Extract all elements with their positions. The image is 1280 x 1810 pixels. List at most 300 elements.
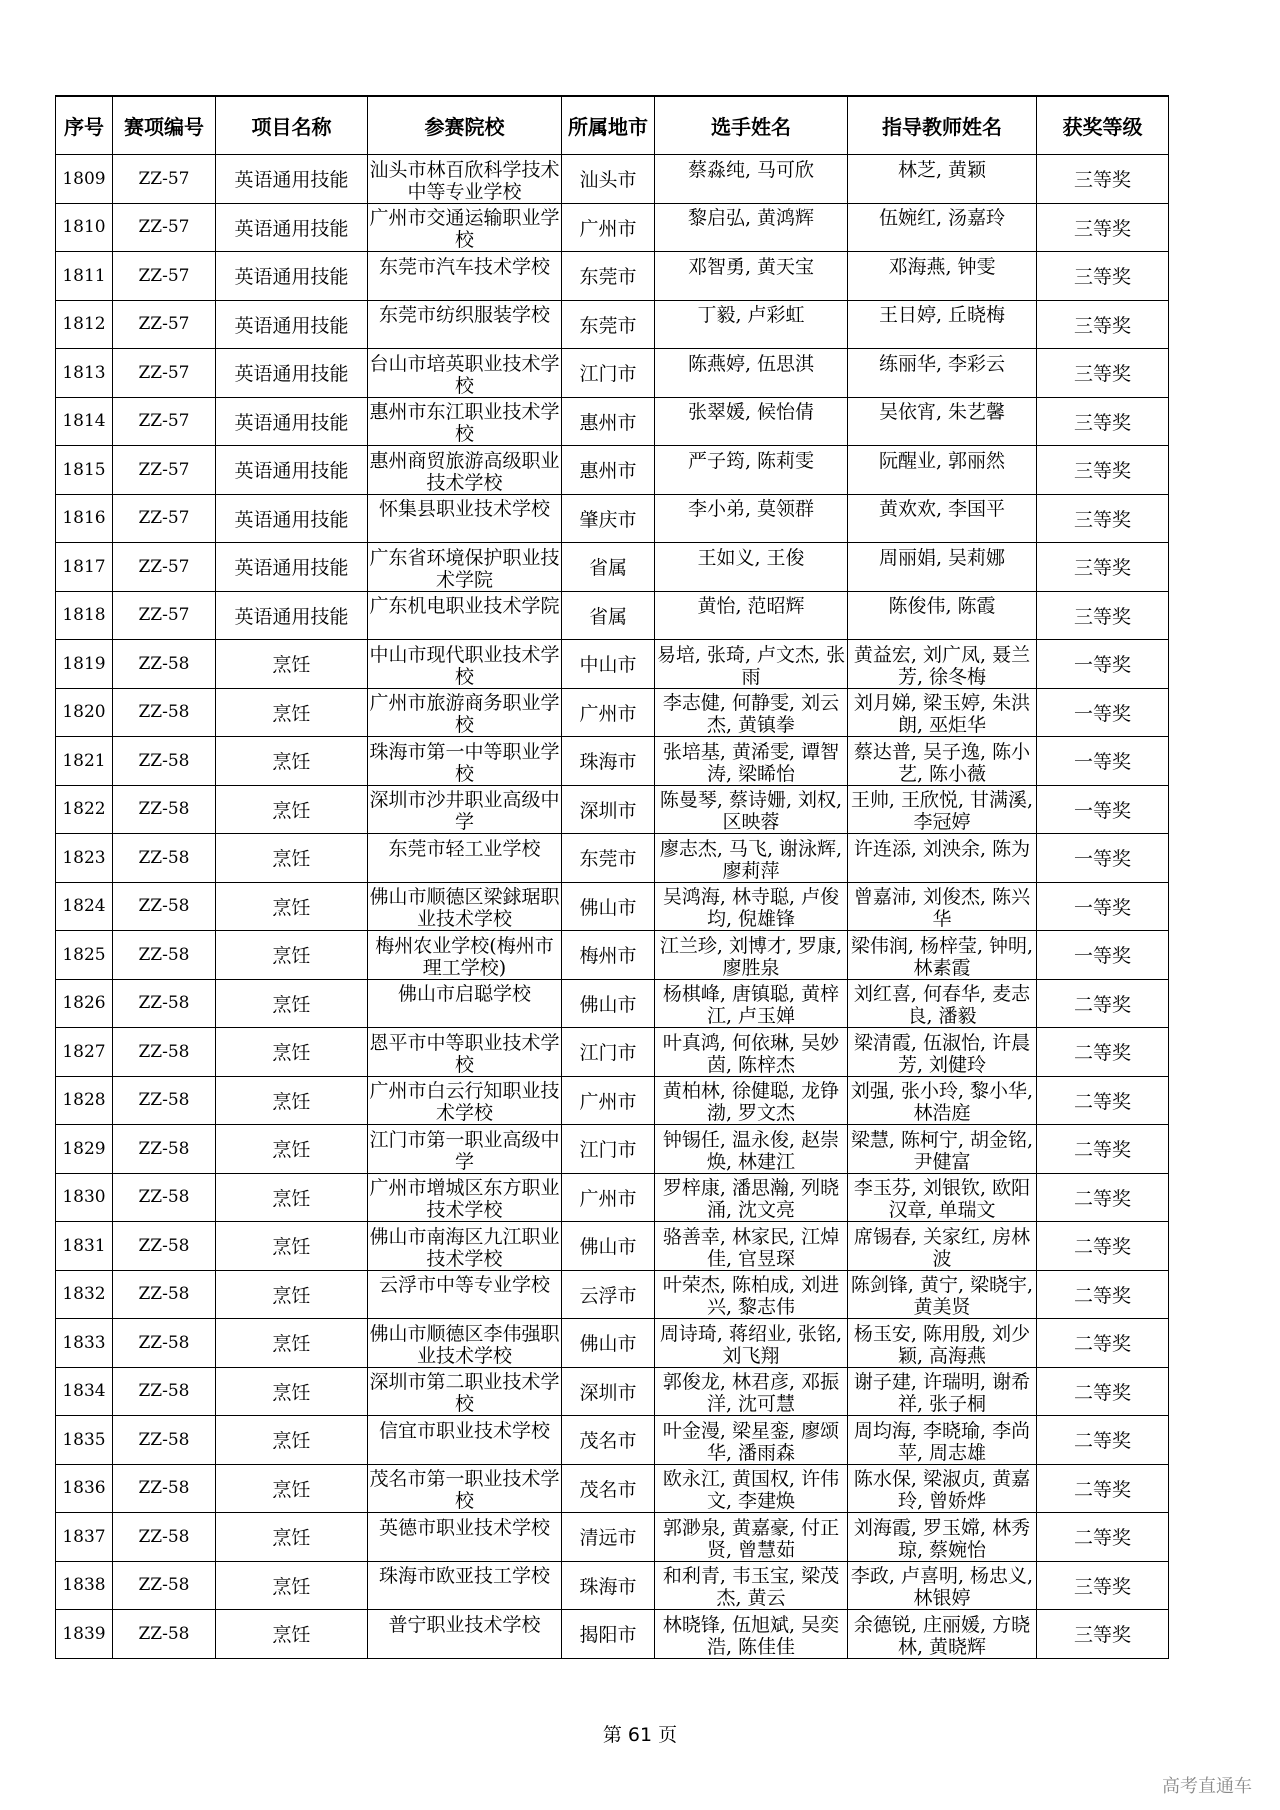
school-cell-text: 深圳市沙井职业高级中学 [369, 789, 560, 833]
teachers-cell-text: 李政, 卢喜明, 杨忠义, 林银婷 [850, 1565, 1034, 1609]
project-cell-text: 烹饪 [272, 848, 311, 871]
code-cell [113, 785, 216, 834]
seq-cell [56, 1076, 113, 1125]
students-cell [655, 1513, 848, 1562]
teachers-cell-text: 邓海燕, 钟雯 [888, 255, 996, 278]
award-cell-text: 一等奖 [1073, 702, 1131, 725]
code-cell [113, 1367, 216, 1416]
code-cell [113, 1513, 216, 1562]
code-cell [113, 1561, 216, 1610]
city-cell-text: 珠海市 [579, 751, 637, 774]
school-cell [368, 1173, 562, 1222]
teachers-cell-text: 刘强, 张小玲, 黎小华, 林浩庭 [850, 1080, 1034, 1124]
code-cell-text: ZZ-58 [138, 1381, 190, 1402]
project-cell-text: 烹饪 [272, 751, 311, 774]
table-row [56, 1125, 1169, 1174]
teachers-cell-text: 曾嘉沛, 刘俊杰, 陈兴华 [853, 886, 1031, 930]
seq-cell-text: 1814 [62, 411, 106, 432]
teachers-cell [848, 155, 1037, 204]
seq-cell-text: 1810 [62, 217, 106, 238]
seq-cell [56, 1125, 113, 1174]
code-cell-text: ZZ-58 [138, 750, 190, 771]
table-row [56, 591, 1169, 640]
city-cell [562, 446, 655, 495]
city-cell-text: 佛山市 [579, 1333, 637, 1356]
students-cell-text: 丁毅, 卢彩虹 [697, 304, 805, 327]
code-cell-text: ZZ-57 [138, 217, 190, 238]
teachers-cell-text: 席锡春, 关家红, 房林波 [853, 1225, 1031, 1269]
teachers-cell [848, 494, 1037, 543]
teachers-cell [848, 1610, 1037, 1659]
city-cell-text: 茂名市 [579, 1478, 637, 1501]
award-cell [1037, 931, 1169, 980]
seq-cell-text: 1830 [62, 1187, 106, 1208]
city-cell [562, 1610, 655, 1659]
code-cell [113, 1319, 216, 1368]
school-cell [368, 300, 562, 349]
teachers-cell-text: 梁伟润, 杨梓莹, 钟明, 林素霞 [850, 934, 1034, 978]
award-cell [1037, 1464, 1169, 1513]
teachers-cell [848, 543, 1037, 592]
code-cell [113, 155, 216, 204]
project-cell-text: 烹饪 [272, 1381, 311, 1404]
teachers-cell-text: 余德锐, 庄丽媛, 方晓林, 黄晓辉 [853, 1613, 1031, 1657]
city-cell-text: 广州市 [579, 1090, 637, 1113]
students-cell-text: 叶金漫, 梁星銮, 廖颂华, 潘雨森 [662, 1419, 840, 1463]
teachers-cell [848, 252, 1037, 301]
seq-cell-text: 1809 [62, 168, 106, 189]
teachers-cell [848, 203, 1037, 252]
code-cell [113, 640, 216, 689]
teachers-cell-text: 周均海, 李晓瑜, 李尚苹, 周志雄 [853, 1419, 1031, 1463]
seq-cell [56, 1464, 113, 1513]
code-cell [113, 1125, 216, 1174]
code-cell-text: ZZ-58 [138, 1332, 190, 1353]
teachers-cell [848, 1513, 1037, 1562]
seq-cell [56, 882, 113, 931]
school-cell [368, 785, 562, 834]
school-cell [368, 494, 562, 543]
seq-cell-text: 1812 [62, 314, 106, 335]
project-cell [216, 252, 368, 301]
school-cell-text: 汕头市林百欣科学技术中等专业学校 [369, 158, 560, 202]
city-cell [562, 1173, 655, 1222]
city-cell [562, 1125, 655, 1174]
table-row [56, 640, 1169, 689]
teachers-cell-text: 陈俊伟, 陈霞 [888, 595, 996, 618]
city-cell-text: 深圳市 [579, 1381, 637, 1404]
teachers-cell [848, 397, 1037, 446]
school-cell-text: 台山市培英职业技术学校 [369, 352, 560, 396]
students-cell [655, 1076, 848, 1125]
seq-cell [56, 979, 113, 1028]
students-cell [655, 300, 848, 349]
seq-cell-text: 1825 [62, 944, 106, 965]
city-cell-text: 梅州市 [579, 945, 637, 968]
school-cell [368, 591, 562, 640]
teachers-cell-text: 梁清霞, 伍淑怡, 许晨芳, 刘健玲 [853, 1031, 1031, 1075]
students-cell [655, 1367, 848, 1416]
col-students-header: 选手姓名 [655, 96, 848, 155]
award-cell [1037, 979, 1169, 1028]
seq-cell [56, 591, 113, 640]
city-cell-text: 惠州市 [579, 411, 637, 434]
city-cell-text: 江门市 [579, 1042, 637, 1065]
award-cell-text: 三等奖 [1073, 557, 1131, 580]
award-cell [1037, 1270, 1169, 1319]
students-cell-text: 李小弟, 莫领群 [687, 498, 815, 521]
award-cell [1037, 591, 1169, 640]
city-cell-text: 佛山市 [579, 896, 637, 919]
teachers-cell-text: 练丽华, 李彩云 [878, 352, 1006, 375]
students-cell-text: 王如义, 王俊 [697, 546, 805, 569]
table-row [56, 1367, 1169, 1416]
project-cell-text: 烹饪 [272, 945, 311, 968]
seq-cell [56, 1222, 113, 1271]
table-row [56, 979, 1169, 1028]
project-cell [216, 834, 368, 883]
students-cell [655, 1464, 848, 1513]
teachers-cell-text: 陈剑锋, 黄宁, 梁晓宇, 黄美贤 [850, 1274, 1034, 1318]
table-row [56, 1416, 1169, 1465]
seq-cell-text: 1831 [62, 1235, 106, 1256]
col-code-header: 赛项编号 [113, 96, 216, 155]
seq-cell-text: 1838 [62, 1575, 106, 1596]
project-cell-text: 英语通用技能 [234, 363, 349, 386]
seq-cell [56, 688, 113, 737]
col-project-header: 项目名称 [216, 96, 368, 155]
project-cell-text: 烹饪 [272, 993, 311, 1016]
city-cell-text: 云浮市 [579, 1284, 637, 1307]
students-cell [655, 1319, 848, 1368]
project-cell [216, 1222, 368, 1271]
seq-cell [56, 543, 113, 592]
teachers-cell-text: 蔡达普, 吴子逸, 陈小艺, 陈小薇 [853, 740, 1031, 784]
students-cell [655, 155, 848, 204]
students-cell-text: 陈燕婷, 伍思淇 [687, 352, 815, 375]
code-cell [113, 1270, 216, 1319]
city-cell [562, 1561, 655, 1610]
teachers-cell [848, 1222, 1037, 1271]
table-row [56, 1319, 1169, 1368]
teachers-cell [848, 882, 1037, 931]
teachers-cell [848, 834, 1037, 883]
code-cell [113, 349, 216, 398]
school-cell [368, 834, 562, 883]
students-cell-text: 张培基, 黄浠雯, 谭智涛, 梁睎怡 [662, 740, 840, 784]
city-cell-text: 广州市 [579, 702, 637, 725]
code-cell-text: ZZ-58 [138, 1235, 190, 1256]
school-cell-text: 深圳市第二职业技术学校 [369, 1371, 560, 1415]
school-cell [368, 1610, 562, 1659]
seq-cell-text: 1829 [62, 1138, 106, 1159]
seq-cell [56, 1173, 113, 1222]
award-cell [1037, 1028, 1169, 1077]
code-cell [113, 494, 216, 543]
seq-cell-text: 1834 [62, 1381, 106, 1402]
award-cell-text: 一等奖 [1073, 945, 1131, 968]
teachers-cell [848, 1173, 1037, 1222]
page-number: 第 61 页 [602, 1724, 678, 1746]
project-cell-text: 烹饪 [272, 1527, 311, 1550]
code-cell-text: ZZ-57 [138, 459, 190, 480]
project-cell-text: 烹饪 [272, 702, 311, 725]
table-row [56, 688, 1169, 737]
seq-cell [56, 349, 113, 398]
city-cell-text: 省属 [588, 605, 627, 628]
school-cell [368, 1464, 562, 1513]
code-cell [113, 737, 216, 786]
seq-cell [56, 640, 113, 689]
school-cell-text: 普宁职业技术学校 [388, 1613, 541, 1636]
students-cell [655, 979, 848, 1028]
col-award-header: 获奖等级 [1037, 96, 1169, 155]
award-cell [1037, 203, 1169, 252]
watermark-text: 高考直通车 [1162, 1776, 1252, 1797]
seq-cell [56, 931, 113, 980]
teachers-cell-text: 王帅, 王欣悦, 甘满溪, 李冠婷 [850, 789, 1034, 833]
seq-cell-text: 1832 [62, 1284, 106, 1305]
school-cell-text: 江门市第一职业高级中学 [369, 1128, 560, 1172]
seq-cell [56, 1513, 113, 1562]
students-cell [655, 252, 848, 301]
students-cell [655, 494, 848, 543]
school-cell [368, 203, 562, 252]
school-cell-text: 梅州农业学校(梅州市理工学校) [375, 934, 554, 978]
teachers-cell-text: 刘月娣, 梁玉婷, 朱洪朗, 巫炬华 [853, 692, 1031, 736]
project-cell [216, 1513, 368, 1562]
students-cell [655, 349, 848, 398]
award-cell [1037, 1222, 1169, 1271]
teachers-cell-text: 刘海霞, 罗玉嫦, 林秀琼, 蔡婉怡 [853, 1516, 1031, 1560]
students-cell-text: 罗梓康, 潘思瀚, 列晓涌, 沈文亮 [662, 1177, 840, 1221]
award-cell [1037, 1416, 1169, 1465]
code-cell-text: ZZ-58 [138, 1526, 190, 1547]
school-cell-text: 广东机电职业技术学院 [369, 595, 560, 618]
city-cell-text: 茂名市 [579, 1430, 637, 1453]
teachers-cell [848, 1076, 1037, 1125]
code-cell [113, 1076, 216, 1125]
students-cell [655, 1173, 848, 1222]
project-cell-text: 英语通用技能 [234, 460, 349, 483]
table-row [56, 446, 1169, 495]
students-cell-text: 江兰珍, 刘博才, 罗康, 廖胜泉 [659, 934, 843, 978]
city-cell [562, 1222, 655, 1271]
school-cell [368, 1028, 562, 1077]
code-cell [113, 882, 216, 931]
award-cell-text: 三等奖 [1073, 363, 1131, 386]
city-cell [562, 931, 655, 980]
seq-cell-text: 1819 [62, 653, 106, 674]
teachers-cell [848, 931, 1037, 980]
students-cell-text: 李志健, 何静雯, 刘云杰, 黄镇拳 [662, 692, 840, 736]
city-cell [562, 1513, 655, 1562]
seq-cell-text: 1827 [62, 1041, 106, 1062]
award-cell-text: 二等奖 [1073, 1478, 1131, 1501]
col-teachers-header: 指导教师姓名 [848, 96, 1037, 155]
table-row [56, 543, 1169, 592]
award-cell-text: 三等奖 [1073, 411, 1131, 434]
school-cell-text: 云浮市中等专业学校 [378, 1274, 550, 1297]
school-cell [368, 543, 562, 592]
project-cell-text: 烹饪 [272, 1090, 311, 1113]
school-cell-text: 广东省环境保护职业技术学院 [369, 546, 560, 590]
students-cell-text: 邓智勇, 黄天宝 [687, 255, 815, 278]
code-cell-text: ZZ-58 [138, 993, 190, 1014]
students-cell-text: 廖志杰, 马飞, 谢泳辉, 廖莉萍 [659, 837, 843, 881]
project-cell [216, 1028, 368, 1077]
award-cell-text: 二等奖 [1073, 1430, 1131, 1453]
code-cell-text: ZZ-57 [138, 556, 190, 577]
code-cell-text: ZZ-57 [138, 265, 190, 286]
seq-cell-text: 1817 [62, 556, 106, 577]
students-cell [655, 1610, 848, 1659]
project-cell [216, 785, 368, 834]
students-cell-text: 林晓锋, 伍旭斌, 吴奕浩, 陈佳佳 [662, 1613, 840, 1657]
city-cell [562, 1416, 655, 1465]
students-cell [655, 591, 848, 640]
table-row [56, 203, 1169, 252]
project-cell-text: 烹饪 [272, 896, 311, 919]
seq-cell [56, 1270, 113, 1319]
students-cell [655, 397, 848, 446]
students-cell [655, 688, 848, 737]
code-cell-text: ZZ-58 [138, 1575, 190, 1596]
seq-cell [56, 1416, 113, 1465]
award-cell [1037, 834, 1169, 883]
teachers-cell [848, 640, 1037, 689]
teachers-cell [848, 1270, 1037, 1319]
students-cell [655, 1028, 848, 1077]
students-cell-text: 黄柏林, 徐健聪, 龙铮渤, 罗文杰 [662, 1080, 840, 1124]
project-cell [216, 1319, 368, 1368]
city-cell-text: 东莞市 [579, 314, 637, 337]
project-cell [216, 494, 368, 543]
award-cell [1037, 1173, 1169, 1222]
award-cell [1037, 397, 1169, 446]
table-row [56, 494, 1169, 543]
teachers-cell-text: 林芝, 黄颖 [897, 158, 987, 181]
school-cell [368, 1416, 562, 1465]
table-row [56, 737, 1169, 786]
city-cell-text: 汕头市 [579, 169, 637, 192]
seq-cell [56, 785, 113, 834]
seq-cell [56, 737, 113, 786]
code-cell [113, 591, 216, 640]
school-cell [368, 931, 562, 980]
students-cell [655, 1125, 848, 1174]
project-cell [216, 1173, 368, 1222]
students-cell-text: 周诗琦, 蒋绍业, 张铭, 刘飞翔 [659, 1322, 843, 1366]
city-cell-text: 清远市 [579, 1527, 637, 1550]
seq-cell [56, 252, 113, 301]
table-row [56, 1076, 1169, 1125]
award-cell-text: 三等奖 [1073, 266, 1131, 289]
teachers-cell-text: 黄益宏, 刘广凤, 聂兰芳, 徐冬梅 [853, 643, 1031, 687]
seq-cell-text: 1823 [62, 847, 106, 868]
teachers-cell [848, 1464, 1037, 1513]
award-cell [1037, 155, 1169, 204]
city-cell [562, 349, 655, 398]
seq-cell-text: 1820 [62, 702, 106, 723]
school-cell [368, 252, 562, 301]
school-cell-text: 惠州市东江职业技术学校 [369, 401, 560, 445]
award-cell-text: 二等奖 [1073, 1236, 1131, 1259]
code-cell [113, 446, 216, 495]
teachers-cell [848, 591, 1037, 640]
seq-cell-text: 1821 [62, 750, 106, 771]
city-cell [562, 203, 655, 252]
seq-cell-text: 1839 [62, 1623, 106, 1644]
award-cell-text: 二等奖 [1073, 1381, 1131, 1404]
students-cell [655, 737, 848, 786]
teachers-cell [848, 446, 1037, 495]
award-cell-text: 二等奖 [1073, 1139, 1131, 1162]
award-cell [1037, 446, 1169, 495]
table-row [56, 300, 1169, 349]
teachers-cell [848, 688, 1037, 737]
award-cell-text: 一等奖 [1073, 751, 1131, 774]
students-cell-text: 张翠媛, 候怡倩 [687, 401, 815, 424]
award-cell [1037, 688, 1169, 737]
code-cell [113, 1464, 216, 1513]
city-cell [562, 543, 655, 592]
school-cell-text: 珠海市欧亚技工学校 [378, 1565, 550, 1588]
students-cell [655, 1416, 848, 1465]
school-cell-text: 东莞市纺织服装学校 [378, 304, 550, 327]
seq-cell [56, 1610, 113, 1659]
award-cell-text: 二等奖 [1073, 1090, 1131, 1113]
city-cell [562, 785, 655, 834]
school-cell [368, 1561, 562, 1610]
school-cell [368, 1125, 562, 1174]
code-cell-text: ZZ-58 [138, 653, 190, 674]
students-cell-text: 杨棋峰, 唐镇聪, 黄梓江, 卢玉婵 [662, 983, 840, 1027]
seq-cell-text: 1826 [62, 993, 106, 1014]
students-cell-text: 欧永江, 黄国权, 许伟文, 李建焕 [662, 1468, 840, 1512]
project-cell-text: 烹饪 [272, 1187, 311, 1210]
code-cell-text: ZZ-57 [138, 362, 190, 383]
city-cell [562, 300, 655, 349]
code-cell-text: ZZ-58 [138, 1623, 190, 1644]
students-cell [655, 640, 848, 689]
school-cell-text: 广州市交通运输职业学校 [369, 207, 560, 251]
school-cell [368, 397, 562, 446]
teachers-cell-text: 刘红喜, 何春华, 麦志良, 潘毅 [853, 983, 1031, 1027]
school-cell-text: 广州市白云行知职业技术学校 [369, 1080, 560, 1124]
teachers-cell-text: 王日婷, 丘晓梅 [878, 304, 1006, 327]
school-cell-text: 信宜市职业技术学校 [378, 1419, 550, 1442]
code-cell-text: ZZ-58 [138, 1429, 190, 1450]
students-cell-text: 吴鸿海, 林寺聪, 卢俊均, 倪雄锋 [662, 886, 840, 930]
table-row [56, 785, 1169, 834]
seq-cell-text: 1835 [62, 1429, 106, 1450]
award-cell-text: 二等奖 [1073, 1187, 1131, 1210]
table-row [56, 1513, 1169, 1562]
teachers-cell-text: 伍婉红, 汤嘉玲 [878, 207, 1006, 230]
award-cell [1037, 737, 1169, 786]
award-cell-text: 三等奖 [1073, 508, 1131, 531]
awards-sheet [55, 95, 1169, 1659]
seq-cell [56, 1319, 113, 1368]
city-cell-text: 东莞市 [579, 848, 637, 871]
teachers-cell [848, 1125, 1037, 1174]
students-cell-text: 郭渺泉, 黄嘉豪, 付正贤, 曾慧茹 [662, 1516, 840, 1560]
teachers-cell [848, 1319, 1037, 1368]
project-cell-text: 英语通用技能 [234, 217, 349, 240]
city-cell-text: 惠州市 [579, 460, 637, 483]
city-cell-text: 东莞市 [579, 266, 637, 289]
